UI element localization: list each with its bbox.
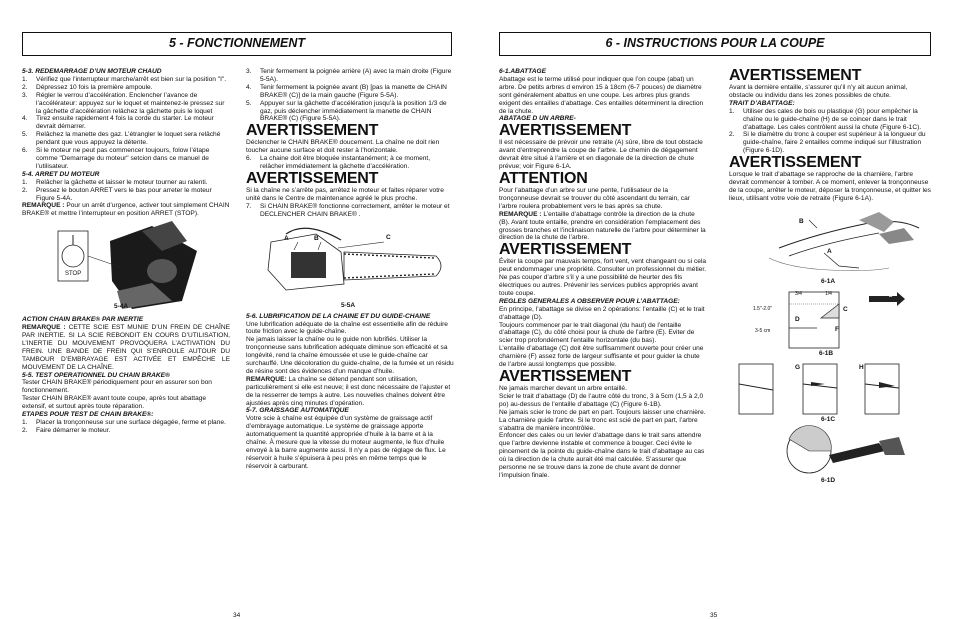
figure-6-1c [729,360,933,422]
test-steps-continued [246,68,454,123]
item-text: Si le moteur ne peut pas commencer toujours, folow l’étape comme "Demarrage du moteur" setcion dans ce manuel de l’utilisateur. [36,147,210,170]
item-number: 6. [246,155,252,163]
item-text: Placer la tronçonneuse sur une surface dégagée, ferme et plane. [36,419,226,426]
figure-6-1a [729,208,933,284]
warning-title: AVERTISSEMENT [729,154,862,172]
warning-title: AVERTISSEMENT [246,122,379,140]
heading-felling-cut: TRAIT D’ABATTAGE: [729,99,795,107]
remark-emergency: REMARQUE : Pour un arrêt d’urgence, activer tout simplement CHAIN BRAKE® et mettre l’interrupteur en position ARRET (STOP). [22,202,230,218]
figure-caption: 6-1A [821,277,836,285]
rules-paragraph-4: Ne jamais marcher devant un arbre entaillé. [499,385,627,392]
list-item [22,147,230,171]
label-g: G [795,363,801,371]
item-number: 1. [22,75,28,83]
rules-paragraph-7: Enfoncer des cales ou un levier d’abattage dans le trait sans attendre que l’arbre devienne instable et commence à bouger. Ceci évite le pincement de la pointe du guide-chaîne dans le trait d’abattage au cas où la direction de la chute aurait été mal calculée. S’assurer que personne ne se trouve dans la zone de chute avant de donner l’impulsion finale. [499,432,705,479]
page-number: 35 [710,612,718,619]
item-text: Relâchez la manette des gaz. L’étrangler le loquet sera relâché pendant que vous appuyez la détente. [36,131,221,147]
label-a: A [827,247,832,255]
item-text: Utiliser des cales de bois ou plastique (G) pour empêcher la chaîne ou le guide-chaîne (H) de se coincer dans le trait d’abattage. Les cales contrôlent aussi la chute (Figure 6-1C). [743,107,922,131]
warning-text-2: Si la chaîne ne s’arrête pas, arrêtez le moteur et faites réparer votre unité dans le Centre de maintenance agréé le plus proche. [246,186,444,202]
caution-title: ATTENTION [499,169,588,187]
heading-auto-oiling: 5-7. GRAISSAGE AUTOMATIQUE [246,407,349,415]
warning-title: AVERTISSEMENT [729,67,862,84]
label-b: B [799,217,804,225]
item-text: Tirez ensuite rapidement 4 fois la corde du starter. Le moteur devrait démarrer. [36,115,214,131]
right-page [477,0,954,618]
measure-3-4: 3/4 [795,290,802,297]
wedges-diagram [729,360,933,422]
item-text: Si CHAIN BRAKE® fonctionne correctement, arrêter le moteur et DECLENCHER CHAIN BRAKE® . [260,202,450,218]
warning-title: AVERTISSEMENT [499,241,632,259]
figure-5-5a [246,222,454,310]
rules-paragraph-2: Toujours commencer par le trait diagonal (du haut) de l’entaille d’abattage (C), du côté choisi pour la chute de l’arbre (E). Eviter de scier trop profondément l’entaille horizontale (du bas). [499,321,695,345]
list-item [22,427,230,435]
falling-tree-illustration [729,208,933,284]
lubrication-paragraph-1: Une lubrification adéquate de la chaîne est essentielle afin de réduire toute friction avec le guide-chaîne. [246,320,448,336]
last-cut-paragraph: Avant la dernière entaille, s’assurer qu’il n’y ait aucun animal, obstacle ou individu dans les zones possibles de chute. [729,84,908,99]
figure-5-4a [22,221,230,313]
item-number: 4. [22,115,28,123]
item-text: Faire démarrer le moteur. [36,426,111,434]
page-number: 34 [233,612,241,619]
item-number: 4. [246,83,252,91]
item-number: 2. [22,186,28,194]
item-number: 2. [729,131,735,139]
label-c: C [843,305,848,313]
item-number: 3. [22,91,28,99]
list-item [22,76,230,84]
item-text: La chaine doit être bloquée instantanément; à ce moment, relâcher immédiatement la gâchette d’accélération. [260,155,431,171]
heading-felling: 6-1.ABATTAGE [499,68,547,75]
stop-switch-illustration [22,221,230,313]
weather-paragraph: Éviter la coupe par mauvais temps, fort vent, vent changeant ou si cela peut endommager une propriété. Consulter un professionnel du métier. [499,258,707,274]
label-h: H [859,363,864,371]
item-number: 5. [246,99,252,107]
list-item [246,203,454,219]
heading-hot-restart: 5-3. REDEMARRAGE D’UN MOTEUR CHAUD [22,68,162,75]
item-text: Régler le verrou d’accélération. Enclencher l’avance de l’accélérateur: appuyez sur le loquet et maintenez-le pressez sur la gâchette d’accélération relâchez la gâchette puis le loquet [36,91,225,115]
remark-chain: REMARQUE: La chaîne se détend pendant son utilisation, particulièrement si elle est neuve; il est donc nécessaire de l’ajuster et de la resserrer de temps à autre. Les nouvelles chaînes doivent être ajustées après cinq minutes d’opération. [246,375,451,407]
wires-paragraph: Ne pas couper d’arbre s’il y a une possibilité de heurter des fils électriques ou autres. Prévenir les services publics appropriés avant toute coupe. [499,274,699,297]
item-number: 1. [22,419,28,426]
label-d: D [795,315,800,323]
label-b: B [314,234,319,242]
list-item [246,68,454,84]
list-item [729,108,933,132]
list-item [246,84,454,100]
item-number: 1. [22,178,28,186]
hinge-paragraph: Lorsque le trait d’abattage se rapproche de la charnière, l’arbre devrait commencer à tomber. A ce moment, enlever la tronçonneuse de la coupe, arrêter le moteur, déposer la tronçonneuse, et quitter les lieux, utilisant votre voie de retraite (Figure 6-1A). [729,171,931,202]
felling-paragraph: Abattage est le terme utilisé pour indiquer que l’on coupe (abat) un arbre. De petits arbres d environ 15 à 18cm (6-7 pouces) de diamètre sont généralement abattus en une coupe. Les arbres plus grands exigent des entailles d’abattage. Ces entailles déterminent la direction de la chute. [499,75,704,115]
label-e: E [889,292,893,299]
item-text: Vérifiez que l’interrupteur marche/arrêt est bien sur la position "I". [36,75,227,83]
left-page [0,0,477,618]
remark-direction: REMARQUE : L’entaille d’abattage contrôle la direction de la chute (B). Avant toute entaille, prendre en considération l’emplacement des grosses branches et l’inclinaison naturelle de l’arbre pour déterminer la direction de la chute de l’arbre. [499,210,706,242]
heading-brake-test: 5-5. TEST OPERATIONNEL DU CHAIN BRAKE® [22,371,170,379]
warning-title: AVERTISSEMENT [499,122,632,140]
list-item [729,131,933,155]
step-7 [246,203,454,219]
figure-caption: 5-4A [114,303,129,311]
measure-1-4: 1/4 [825,290,832,297]
measure-cm: 3-5 cm [755,327,771,334]
list-item [246,155,454,171]
item-text: Appuyer sur la gâchette d’accélération jusqu’à la position 1/3 de gaz, puis déclencher immédiatement la manette de CHAIN BRAKE® (C) (Figure 5-5A). [260,99,447,123]
step-6 [246,155,454,171]
felling-cut-steps [729,108,933,155]
figure-6-1d [729,425,933,483]
rules-paragraph-6: Ne jamais scier le tronc de part en part. Toujours laisser une charnière. La charnière guide l’arbre. Si le tronc est scié de part en part, l’arbre s’abattra de manière incontrôlée. [499,408,706,432]
rules-paragraph-5: Scier le trait d’abattage (D) de l’autre côté du tronc, 3 à 5cm (1,5 à 2,0 po) au-dessus de l’entaille d’abattage (C) (Figure 6-1B). [499,392,704,408]
right-column-1 [499,68,707,480]
item-text: Relâcher la gâchette et laisser le moteur tourner au ralenti. [36,178,208,186]
figure-caption: 5-5A [341,301,356,309]
item-number: 6. [22,147,28,155]
item-number: 7. [246,202,252,210]
item-text: Tenir fermement la poignée arrière (A) avec la main droite (Figure 5-5A). [260,68,452,83]
remark-inertia: REMARQUE : CETTE SCIE EST MUNIE D’UN FREIN DE CHAÎNE PAR INERTIE. SI LA SCIE REBONDIT EN COURS D’UTILISATION, L’INERTIE DU MOUVEMENT PROVOQUERA L’ACTIVATION DU FREIN. UNE BANDE DE FREIN QUI S’ENROULE AUTOUR DU TAMBOUR D’EMBRAYAGE EST ACTIVÉE ET EMPÊCHE LE MOUVEMENT DE LA CHAÎNE. [22,324,230,371]
measure-inches: 1.5"-2.0" [753,305,773,312]
item-number: 5. [22,131,28,139]
heading-general-rules: REGLES GENERALES A OBSERVER POUR L’ABATTAGE: [499,297,680,305]
notch-diagram [729,290,933,356]
brake-test-paragraph-1: Tester CHAIN BRAKE® périodiquement pour en assurer son bon fonctionnement. [22,379,212,395]
item-text: Pressez le bouton ARRET vers le bas pour arreter le moteur Figure 5-4A. [36,186,212,202]
heading-test-steps: ETAPES POUR TEST DE CHAIN BRAKE®: [22,411,154,419]
list-item [22,92,230,116]
rules-paragraph-1: En principe, l’abattage se divise en 2 opérations: l’entaille (C) et le trait d’abattage (D). [499,305,705,321]
two-cuts-diagram [729,425,933,483]
heading-felling-tree: ABATAGE D UN ARBRE- [499,115,576,123]
figure-6-1b [729,290,933,356]
left-column-1 [22,68,230,435]
list-item [22,115,230,131]
left-column-2 [246,68,454,471]
heading-inertia-brake: ACTION CHAIN BRAKE® PAR INERTIE [22,316,144,324]
right-column-2 [729,68,933,486]
rules-paragraph-3: L’entaille d’abattage (C) doit être suffisamment ouverte pour créer une charnière (F) assez forte de largeur suffisante et pour guider la chute de l’arbre aussi longtemps que possible. [499,345,704,369]
item-number: 2. [22,83,28,91]
figure-caption: 6-1C [821,415,836,423]
list-item [22,179,230,187]
restart-steps [22,76,230,171]
lubrication-paragraph-2: Ne jamais laisser la chaîne ou le guide non lubrifiés. Utiliser la tronçonneuse sans lubrification adéquate diminue son efficacité et sa longévité, rend la chaîne émoussée et use le guide-chaîne car surchauffé. Une décoloration du guide-chaîne, de la fumée et un résidu de résine sont des évidences d’un manque d’huile. [246,336,454,375]
label-f: F [835,325,839,333]
warning-text-1: Déclencher le CHAIN BRAKE® doucement. La chaîne ne doit rien toucher aucune surface et doit rester à l’horizontale. [246,139,440,155]
list-item [22,419,230,427]
item-text: Si le diamètre du tronc à couper est supérieur à la longueur du guide-chaîne, faire 2 entailles comme indiqué sur l’illustration (Figure 6-1D). [743,131,926,155]
item-text: Tenir fermement la poignée avant (B) [pas la manette de CHAIN BRAKE® (C)] de la main gauche (Figure 5-5A). [260,83,447,99]
brake-test-paragraph-2: Tester CHAIN BRAKE® avant toute coupe, après tout abattage extensif, et surtout après toute réparation. [22,395,207,411]
item-number: 1. [729,107,735,115]
heading-stop-engine: 5-4. ARRET DU MOTEUR [22,170,100,178]
slope-paragraph: Pour l’abattage d’un arbre sur une pente, l’utilisateur de la tronçonneuse devrait se trouver du côté ascendant du terrain, car l’arbre roulera probablement vers le bas après sa chute. [499,186,690,210]
item-number: 3. [246,68,252,75]
item-text: Dépressez 10 fois la première ampoule. [36,83,153,91]
oiling-paragraph: Votre scie à chaîne est équipée d’un système de graissage actif d’embrayage automatique. Le système de graissage apporte automatiquement la quantité appropriée d’huile à la barre et à la chaîne. À mesure que la vitesse du moteur augmente, le flux d’huile envoyé à la barre augmente aussi. Il n’y a pas de réglage de flux. Le réservoir à huile s’épuisera à peu près en même temps que le réservoir à carburant. [246,415,446,470]
list-item [22,187,230,203]
section-header: 6 - INSTRUCTIONS POUR LA COUPE [499,32,931,56]
stop-label: STOP [65,271,82,278]
figure-caption: 6-1D [821,476,836,484]
list-item [246,100,454,124]
heading-lubrication: 5-6. LUBRIFICATION DE LA CHAINE ET DU GUIDE-CHAINE [246,312,431,320]
stop-steps [22,179,230,203]
test-steps [22,419,230,435]
figure-caption: 6-1B [819,349,834,357]
list-item [22,131,230,147]
chainsaw-illustration [246,222,454,310]
label-a: A [284,234,289,242]
label-c: C [386,233,391,241]
list-item [22,84,230,92]
item-number: 2. [22,426,28,434]
section-header: 5 - FONCTIONNEMENT [22,32,452,56]
retreat-paragraph: Il est nécessaire de prévoir une retraite (A) sûre, libre de tout obstacle avant d’entreprendre la coupe de l’arbre. Le chemin de dégagement devrait être situé à l’arrière et en diagonale de la direction de chute prévue; voir Figure 6-1A. [499,139,703,171]
warning-title: AVERTISSEMENT [499,368,632,385]
warning-title: AVERTISSEMENT [246,169,379,187]
